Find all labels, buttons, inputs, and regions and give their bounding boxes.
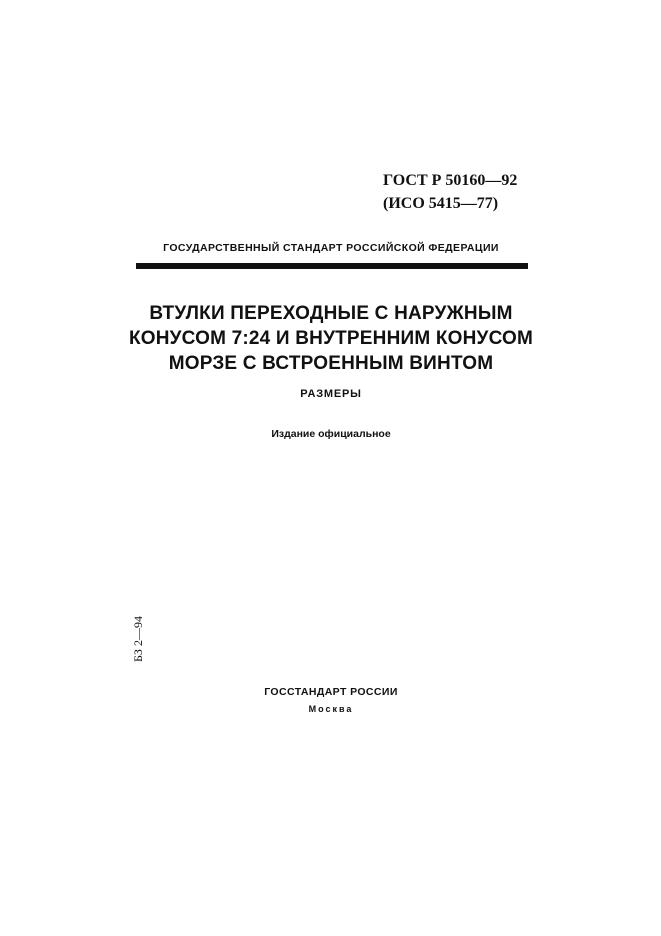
side-catalog-code: БЗ 2—94 <box>131 616 145 662</box>
title-line: ВТУЛКИ ПЕРЕХОДНЫЕ С НАРУЖНЫМ <box>149 303 513 324</box>
gost-number: ГОСТ Р 50160—92 <box>383 172 518 189</box>
state-standard-heading: ГОСУДАРСТВЕННЫЙ СТАНДАРТ РОССИЙСКОЙ ФЕДЕРАЦИИ <box>163 242 499 254</box>
document-title <box>110 301 552 376</box>
document-subtitle: РАЗМЕРЫ <box>300 388 362 400</box>
iso-number: (ИСО 5415—77) <box>383 195 499 212</box>
edition-note: Издание официальное <box>271 428 391 440</box>
publisher-city: Москва <box>308 704 354 714</box>
heading-divider <box>136 263 528 269</box>
title-line: МОРЗЕ С ВСТРОЕННЫМ ВИНТОМ <box>168 353 494 374</box>
publisher-name: ГОССТАНДАРТ РОССИИ <box>264 686 398 698</box>
title-line: КОНУСОМ 7:24 И ВНУТРЕННИМ КОНУСОМ <box>128 328 534 349</box>
